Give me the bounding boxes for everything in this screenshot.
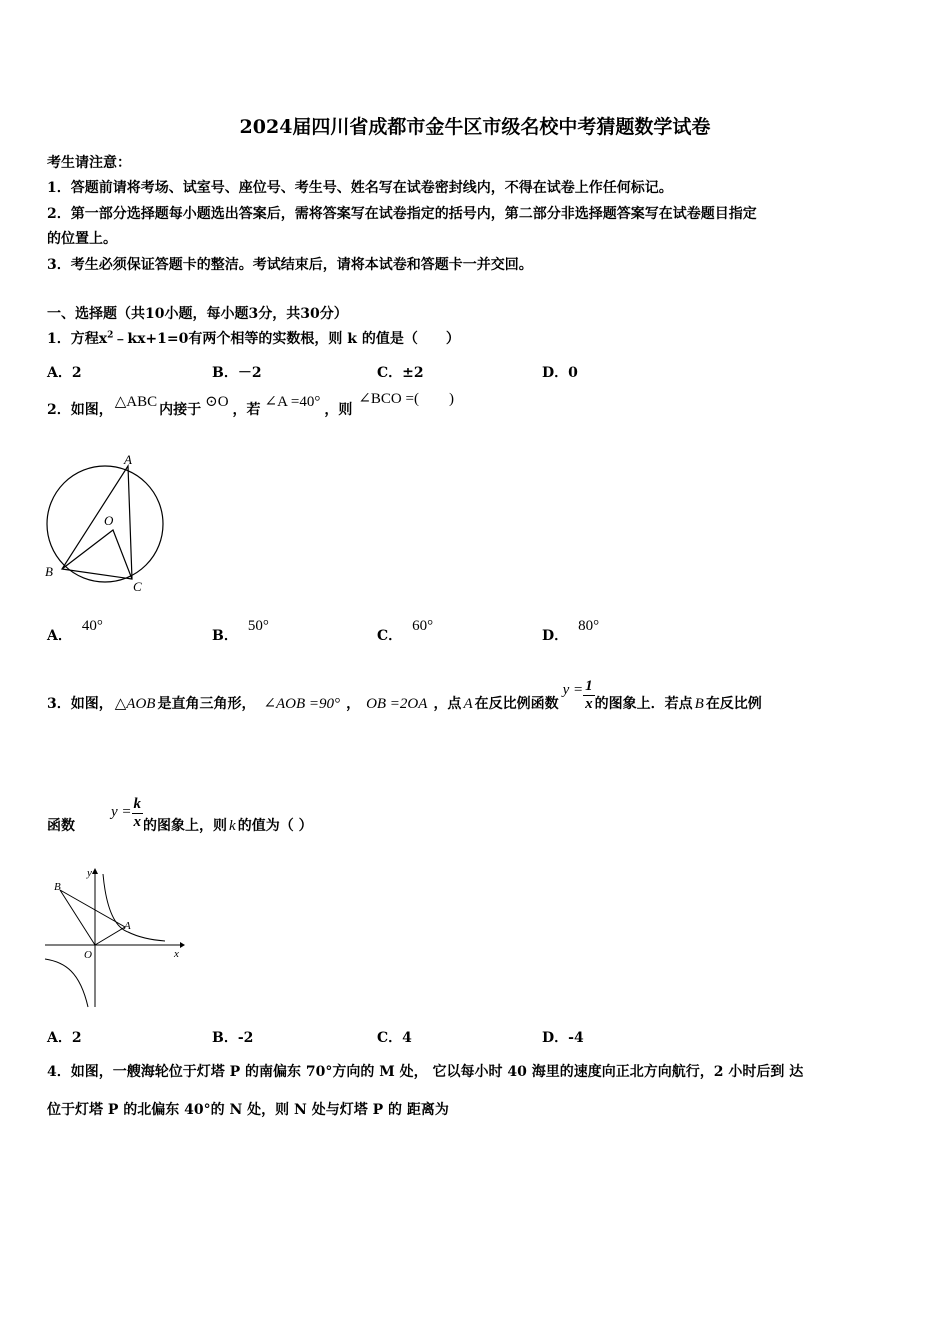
y-axis-arrow <box>92 868 98 874</box>
label-a: A <box>124 452 132 467</box>
label-o: O <box>84 949 92 961</box>
q2-circle-o: ⊙O <box>205 394 229 410</box>
q3-triangle-aob: △AOB <box>114 695 156 712</box>
q2-option-b[interactable]: B．50° <box>212 618 269 644</box>
q2-option-d[interactable]: D．80° <box>542 618 600 644</box>
q1-equation: $x^2﹣kx+1=0$ <box>98 330 189 347</box>
label-x: x <box>174 948 179 960</box>
q1-option-c[interactable]: C．±2 <box>377 365 424 381</box>
question-4-line-1: 4．如图，一艘海轮位于灯塔 P 的南偏东 70°方向的 M 处， 它以每小时 40 海里的速度向正北方向航行，2 小时后到 达 <box>47 1064 804 1080</box>
q3-graph-figure <box>40 862 190 1012</box>
q2-option-a[interactable]: A．40° <box>47 618 103 644</box>
q3-fraction-1-over-x: $\frac{1}{x}$ <box>585 678 593 712</box>
q2-circle-figure <box>38 448 178 598</box>
q1-option-b[interactable]: B．－2 <box>212 365 262 381</box>
label-a: A <box>124 920 131 932</box>
notice-item-1: 1．答题前请将考场、试室号、座位号、考生号、姓名写在试卷密封线内，不得在试卷上作任何标记。 <box>47 180 673 196</box>
notice-heading: 考生请注意： <box>47 155 131 171</box>
q2-option-c[interactable]: C．60° <box>377 618 434 644</box>
section-heading: 一、选择题（共10小题，每小题3分，共30分） <box>47 306 348 322</box>
q3-option-c[interactable]: C．4 <box>377 1030 412 1046</box>
notice-item-3: 3．考生必须保证答题卡的整洁。考试结束后，请将本试卷和答题卡一并交回。 <box>47 257 533 273</box>
question-3: 3．如图， △AOB 是直角三角形， ∠AOB =90° ， OB =2OA ，点 A 在反比例函数y = $\frac{1}{x}$ 的图象上．若点 B 在反比例 <box>47 678 762 712</box>
triangle-aob-shape <box>60 890 125 945</box>
curve-1-over-x <box>103 874 165 941</box>
label-y: y <box>87 867 92 879</box>
q3-option-d[interactable]: D．-4 <box>542 1030 584 1046</box>
question-1 <box>47 328 460 348</box>
q3-point-b: B <box>694 695 704 712</box>
x-axis-arrow <box>180 942 185 948</box>
question-2: 2．如图， △ABC 内接于 ⊙O ，若 ∠A =40° ，则∠BCO =( ) <box>47 391 454 418</box>
label-b: B <box>45 564 53 579</box>
label-o: O <box>104 513 114 528</box>
curve-k-over-x <box>45 959 88 1007</box>
q3-y-eq-2: y = <box>111 803 132 820</box>
q2-triangle-abc: △ABC <box>114 394 158 410</box>
q1-prefix: 1．方程 <box>47 331 99 347</box>
q3-ob-relation: OB =2OA <box>366 695 428 712</box>
notice-item-2: 2．第一部分选择题每小题选出答案后，需将答案写在试卷指定的括号内，第二部分非选择题答案写在试卷题目指定 <box>47 206 757 222</box>
question-3-line-2: 函数y = $\frac{k}{x}$ 的图象上，则 k 的值为（ ） <box>47 796 313 834</box>
q2-angle-bco: ∠BCO =( ) <box>358 391 454 407</box>
page-title: 2024届四川省成都市金牛区市级名校中考猜题数学试卷 <box>239 116 711 138</box>
q3-k: k <box>229 817 236 834</box>
q3-option-a[interactable]: A．2 <box>47 1030 82 1046</box>
q3-point-a: A <box>463 695 473 712</box>
label-b: B <box>54 881 61 893</box>
notice-item-2-cont: 的位置上。 <box>47 231 117 247</box>
q3-y-eq: y = <box>562 681 584 698</box>
q3-option-b[interactable]: B．-2 <box>212 1030 254 1046</box>
q2-angle-a: ∠A =40° <box>264 394 321 410</box>
label-c: C <box>133 579 142 594</box>
q3-angle-aob: ∠AOB =90° <box>263 695 341 712</box>
q3-fraction-k-over-x: $\frac{k}{x}$ <box>133 796 142 830</box>
question-4-line-2: 位于灯塔 P 的北偏东 40°的 N 处，则 N 处与灯塔 P 的 距离为 <box>47 1102 449 1118</box>
q1-option-a[interactable]: A．2 <box>47 365 82 381</box>
q1-suffix: 有两个相等的实数根，则 k 的值是（ ） <box>188 331 460 347</box>
triangle-abc-shape <box>62 466 132 579</box>
q1-option-d[interactable]: D．0 <box>542 365 578 381</box>
